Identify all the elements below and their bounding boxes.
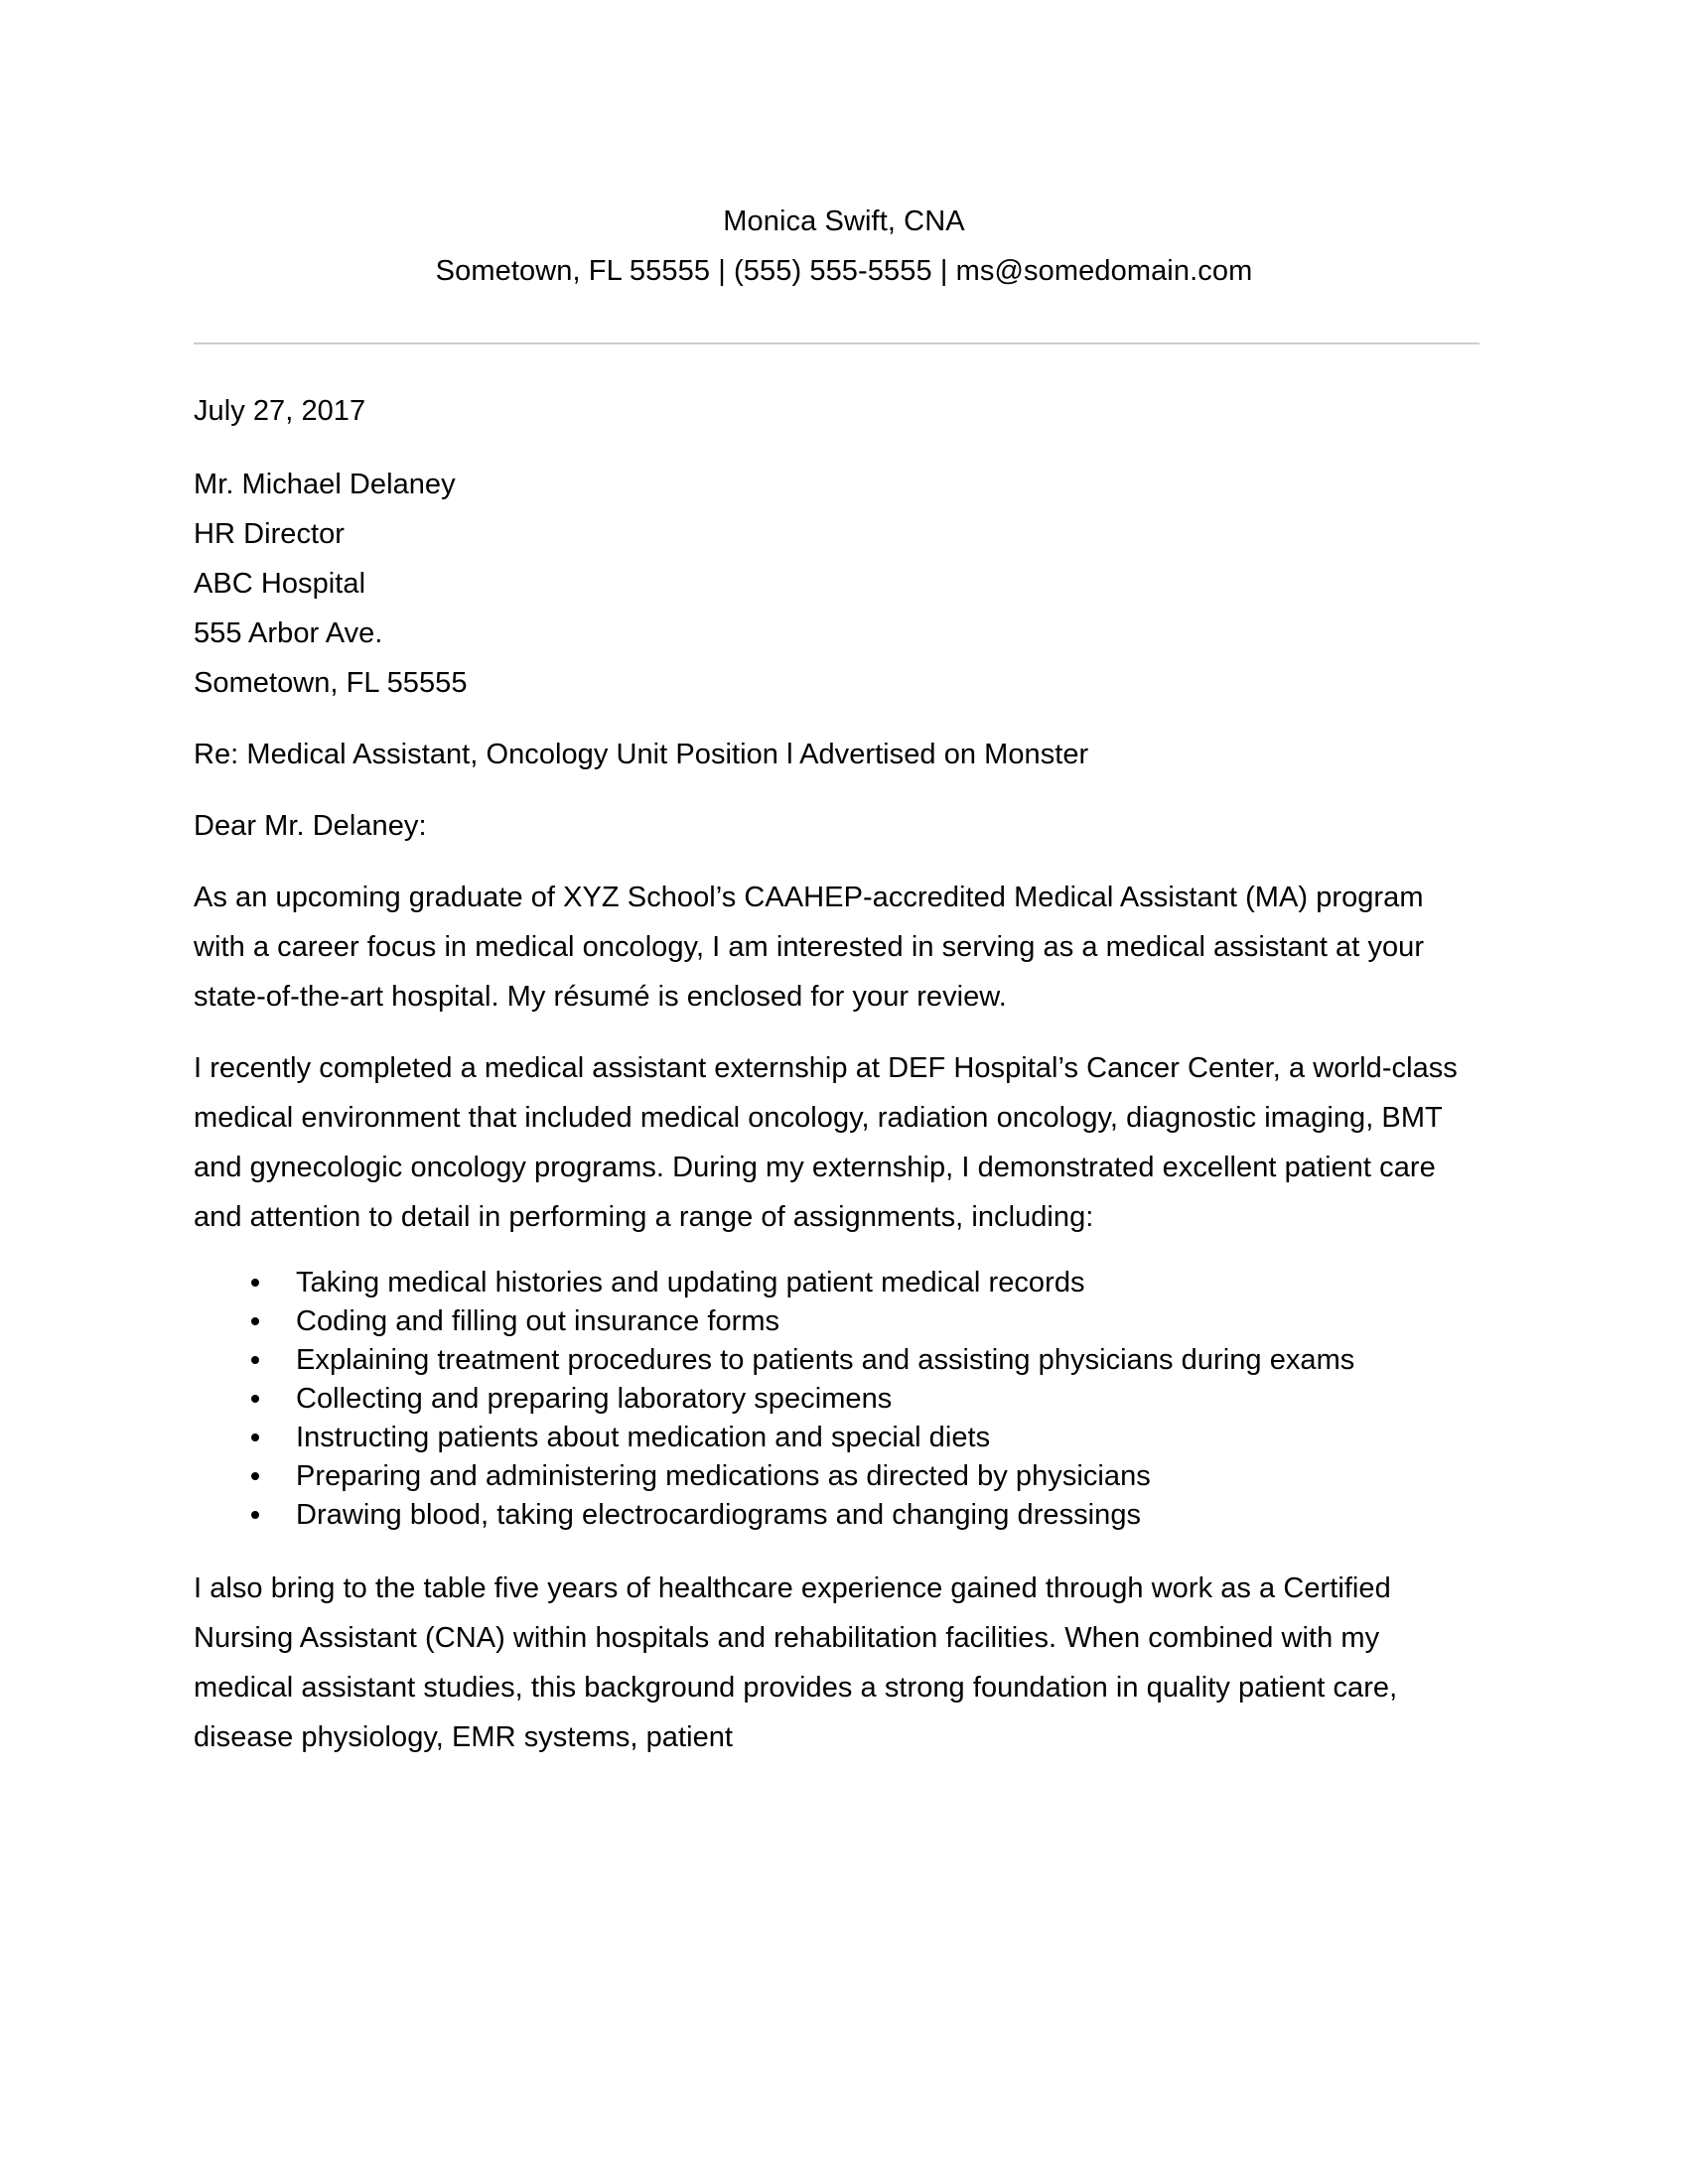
list-item — [251, 1419, 1470, 1456]
list-item — [251, 1496, 1470, 1534]
applicant-name: Monica Swift, CNA — [723, 205, 965, 237]
letterhead — [0, 0, 1688, 296]
bullet-icon — [251, 1395, 259, 1403]
salutation: Dear Mr. Delaney: — [194, 810, 427, 842]
list-item — [251, 1264, 1470, 1301]
list-item — [251, 1457, 1470, 1495]
list-item — [251, 1380, 1470, 1418]
recipient-company: ABC Hospital — [194, 568, 366, 600]
list-item-label: Explaining treatment procedures to patients and assisting physicians during exams — [296, 1344, 1355, 1376]
paragraph-cna-experience: I also bring to the table five years of healthcare experience gained through work as a Certified Nursing Assistant (CNA) within hospitals and rehabilitation facilities. When combined with my medical assistant studies, this background provides a strong foundation in quality patient care, disease physiology, EMR systems, patient — [194, 1572, 1398, 1753]
paragraph-externship: I recently completed a medical assistant externship at DEF Hospital’s Cancer Center, a world-class medical environment that included medical oncology, radiation oncology, diagnostic imaging, BMT and gynecologic oncology programs. During my externship, I demonstrated excellent patient care and attention to detail in performing a range of assignments, including: — [194, 1052, 1458, 1233]
list-item-label: Collecting and preparing laboratory specimens — [296, 1383, 893, 1415]
list-item-label: Drawing blood, taking electrocardiograms and changing dressings — [296, 1499, 1142, 1531]
applicant-contact-line: Sometown, FL 55555 | (555) 555-5555 | ms@somedomain.com — [435, 255, 1253, 287]
recipient-city-state-zip: Sometown, FL 55555 — [194, 667, 468, 699]
list-item-label: Instructing patients about medication and special diets — [296, 1422, 991, 1453]
bullet-icon — [251, 1433, 259, 1441]
list-item-label: Coding and filling out insurance forms — [296, 1305, 780, 1337]
bullet-icon — [251, 1511, 259, 1519]
letter-body — [0, 344, 1688, 1762]
recipient-title: HR Director — [194, 518, 346, 550]
list-item-label: Taking medical histories and updating patient medical records — [296, 1267, 1085, 1298]
bullet-icon — [251, 1317, 259, 1325]
list-item-label: Preparing and administering medications as directed by physicians — [296, 1460, 1151, 1492]
list-item — [251, 1302, 1470, 1340]
recipient-street: 555 Arbor Ave. — [194, 617, 383, 649]
subject-line: Re: Medical Assistant, Oncology Unit Position l Advertised on Monster — [194, 739, 1089, 770]
bullet-icon — [251, 1472, 259, 1480]
recipient-name: Mr. Michael Delaney — [194, 469, 456, 500]
bullet-icon — [251, 1356, 259, 1364]
paragraph-intro: As an upcoming graduate of XYZ School’s CAAHEP-accredited Medical Assistant (MA) program with a career focus in medical oncology, I am interested in serving as a medical assistant at your state-of-the-art hospital. My résumé is enclosed for your review. — [194, 882, 1425, 1013]
list-item — [251, 1341, 1470, 1379]
bullet-icon — [251, 1279, 259, 1287]
letter-date: July 27, 2017 — [194, 395, 366, 427]
assignments-list — [194, 1264, 1470, 1534]
recipient-address-block — [194, 460, 1470, 708]
